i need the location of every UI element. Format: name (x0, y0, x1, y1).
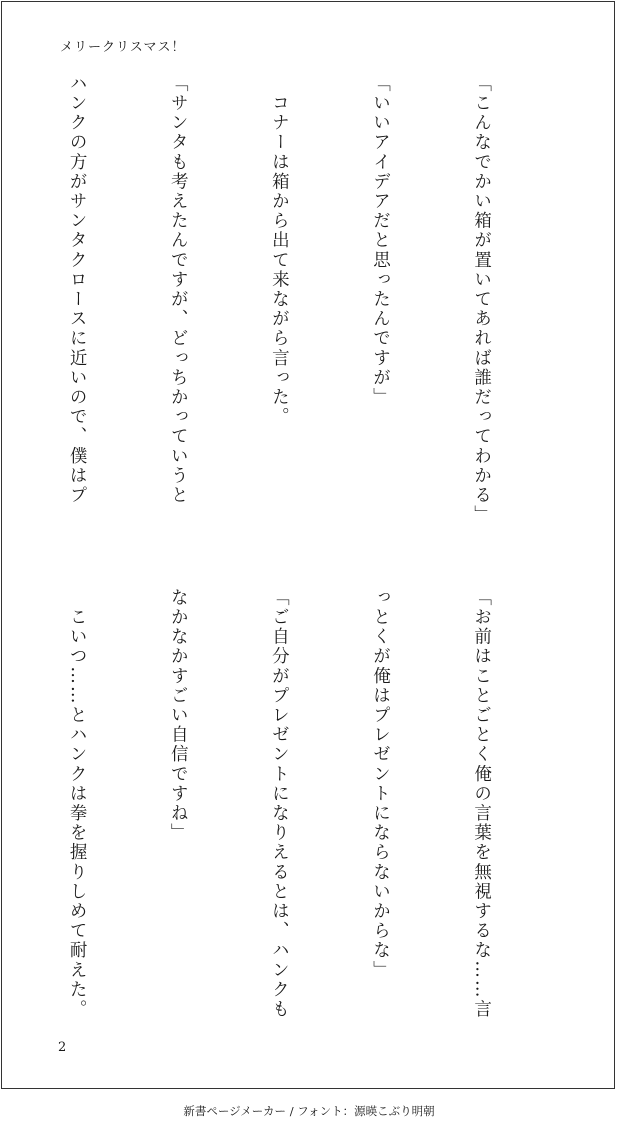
text-line: こいつ……とハンクは拳を握りしめて耐えた。 (67, 588, 88, 1020)
upper-text-block (60, 74, 565, 534)
page-number: 2 (58, 1040, 67, 1055)
text-line: 「お前はことごとく俺の言葉を無視するな……言 (471, 588, 492, 1020)
running-title: メリークリスマス！ (60, 40, 186, 55)
lower-text-block (60, 588, 565, 1020)
text-line: っとくが俺はプレゼントにならないからな」 (370, 588, 391, 980)
text-line: なかなかすごい自信ですね」 (168, 588, 189, 843)
footer-credit: 新書ページメーカー / フォント：源暎こぶり明朝 (183, 1104, 435, 1118)
text-line: 「ご自分がプレゼントになりえるとは、ハンクも (269, 588, 290, 1020)
text-line: コナーは箱から出て来ながら言った。 (269, 74, 290, 427)
page-frame (1, 1, 615, 1089)
text-line: 「こんなでかい箱が置いてあれば誰だってわかる」 (471, 74, 492, 525)
text-line: 「サンタも考えたんですが、どっちかっていうと (168, 74, 189, 506)
text-line: ハンクの方がサンタクロースに近いので、僕はプ (67, 74, 88, 506)
text-line: 「いいアイデアだと思ったんですが」 (370, 74, 391, 408)
